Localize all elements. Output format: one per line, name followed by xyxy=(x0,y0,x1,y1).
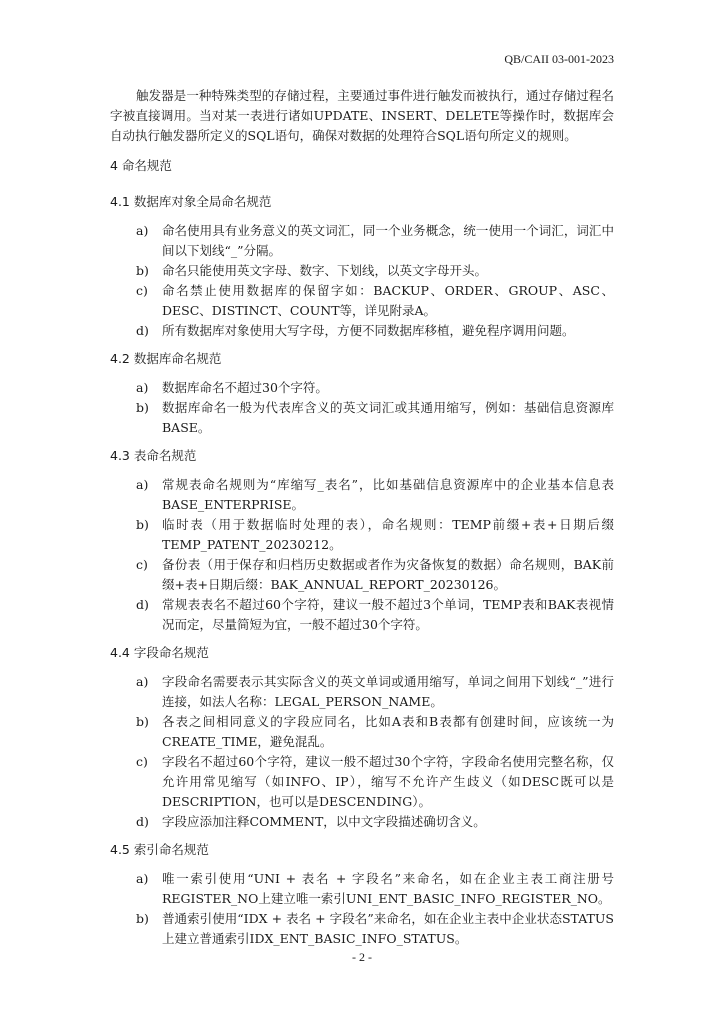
list-item xyxy=(110,812,614,832)
list-item xyxy=(110,515,614,555)
list-item xyxy=(110,378,614,398)
list-marker: a) xyxy=(136,380,149,395)
list-marker: b) xyxy=(136,400,149,415)
section-4-1-heading: 4.1 数据库对象全局命名规范 xyxy=(110,194,272,209)
list-item-text: 所有数据库对象使用大写字母，方便不同数据库移植，避免程序调用问题。 xyxy=(162,323,575,338)
list-item xyxy=(110,321,614,341)
section-4-5-heading: 4.5 索引命名规范 xyxy=(110,842,209,857)
list-item xyxy=(110,595,614,635)
list-item xyxy=(110,672,614,712)
list-item xyxy=(110,869,614,909)
list-item-text: 数据库命名一般为代表库含义的英文词汇或其通用缩写，例如：基础信息资源库BASE。 xyxy=(162,400,614,435)
section-4-3-list xyxy=(110,475,614,635)
document-code: QB/CAII 03-001-2023 xyxy=(504,52,614,66)
list-item xyxy=(110,221,614,261)
list-marker: c) xyxy=(136,283,148,298)
list-item xyxy=(110,281,614,321)
section-4-4-list xyxy=(110,672,614,832)
list-item-text: 数据库命名不超过30个字符。 xyxy=(162,380,328,395)
document-body xyxy=(110,86,614,949)
list-item-text: 字段名不超过60个字符，建议一般不超过30个字符，字段命名使用完整名称，仅允许用常见缩写（如INFO、IP），缩写不允许产生歧义（如DESC既可以是DESCRIPTION，也可以是DESCENDING）。 xyxy=(162,754,614,809)
list-item-text: 命名只能使用英文字母、数字、下划线，以英文字母开头。 xyxy=(162,263,488,278)
list-item xyxy=(110,475,614,515)
list-marker: a) xyxy=(136,674,149,689)
list-marker: d) xyxy=(136,323,149,338)
list-item-text: 命名使用具有业务意义的英文词汇，同一个业务概念，统一使用一个词汇，词汇中间以下划线“_”分隔。 xyxy=(162,223,614,258)
page-number: - 2 - xyxy=(352,950,372,964)
list-item-text: 命名禁止使用数据库的保留字如：BACKUP、ORDER、GROUP、ASC、DESC、DISTINCT、COUNT等，详见附录A。 xyxy=(162,283,614,318)
list-item-text: 备份表（用于保存和归档历史数据或者作为灾备恢复的数据）命名规则，BAK前缀+表+日期后缀：BAK_ANNUAL_REPORT_20230126。 xyxy=(162,557,614,592)
section-4-2-list xyxy=(110,378,614,438)
list-item xyxy=(110,752,614,812)
list-item-text: 临时表（用于数据临时处理的表），命名规则：TEMP前缀+表+日期后缀TEMP_PATENT_20230212。 xyxy=(162,517,614,552)
section-4-3-heading: 4.3 表命名规范 xyxy=(110,448,197,463)
list-item-text: 普通索引使用“IDX + 表名 + 字段名”来命名，如在企业主表中企业状态STATUS上建立普通索引IDX_ENT_BASIC_INFO_STATUS。 xyxy=(162,911,614,946)
list-marker: d) xyxy=(136,814,149,829)
list-marker: c) xyxy=(136,557,148,572)
list-item-text: 常规表命名规则为“库缩写_表名”，比如基础信息资源库中的企业基本信息表BASE_ENTERPRISE。 xyxy=(162,477,614,512)
list-marker: b) xyxy=(136,263,149,278)
section-4-2-heading: 4.2 数据库命名规范 xyxy=(110,351,222,366)
list-item xyxy=(110,909,614,949)
list-item-text: 常规表表名不超过60个字符，建议一般不超过3个单词，TEMP表和BAK表视情况而定，尽量简短为宜，一般不超过30个字符。 xyxy=(162,597,614,632)
list-item-text: 各表之间相同意义的字段应同名，比如A表和B表都有创建时间，应该统一为CREATE_TIME，避免混乱。 xyxy=(162,714,614,749)
list-item xyxy=(110,555,614,595)
intro-paragraph: 触发器是一种特殊类型的存储过程，主要通过事件进行触发而被执行，通过存储过程名字被直接调用。当对某一表进行诸如UPDATE、INSERT、DELETE等操作时，数据库会自动执行触发器所定义的SQL语句，确保对数据的处理符合SQL语句所定义的规则。 xyxy=(110,88,614,143)
list-marker: b) xyxy=(136,911,149,926)
list-marker: b) xyxy=(136,714,149,729)
list-marker: d) xyxy=(136,597,149,612)
section-4-5-list xyxy=(110,869,614,949)
list-item-text: 字段应添加注释COMMENT，以中文字段描述确切含义。 xyxy=(162,814,486,829)
list-item xyxy=(110,712,614,752)
list-marker: a) xyxy=(136,223,149,238)
section-4-4-heading: 4.4 字段命名规范 xyxy=(110,645,209,660)
list-item-text: 字段命名需要表示其实际含义的英文单词或通用缩写，单词之间用下划线“_”进行连接，如法人名称：LEGAL_PERSON_NAME。 xyxy=(162,674,614,709)
list-item-text: 唯一索引使用“UNI + 表名 + 字段名”来命名，如在企业主表工商注册号REGISTER_NO上建立唯一索引UNI_ENT_BASIC_INFO_REGISTER_NO。 xyxy=(162,871,614,906)
list-item xyxy=(110,261,614,281)
section-4-heading: 4 命名规范 xyxy=(110,158,172,173)
list-item xyxy=(110,398,614,438)
list-marker: a) xyxy=(136,477,149,492)
list-marker: c) xyxy=(136,754,148,769)
list-marker: a) xyxy=(136,871,149,886)
section-4-1-list xyxy=(110,221,614,341)
list-marker: b) xyxy=(136,517,149,532)
